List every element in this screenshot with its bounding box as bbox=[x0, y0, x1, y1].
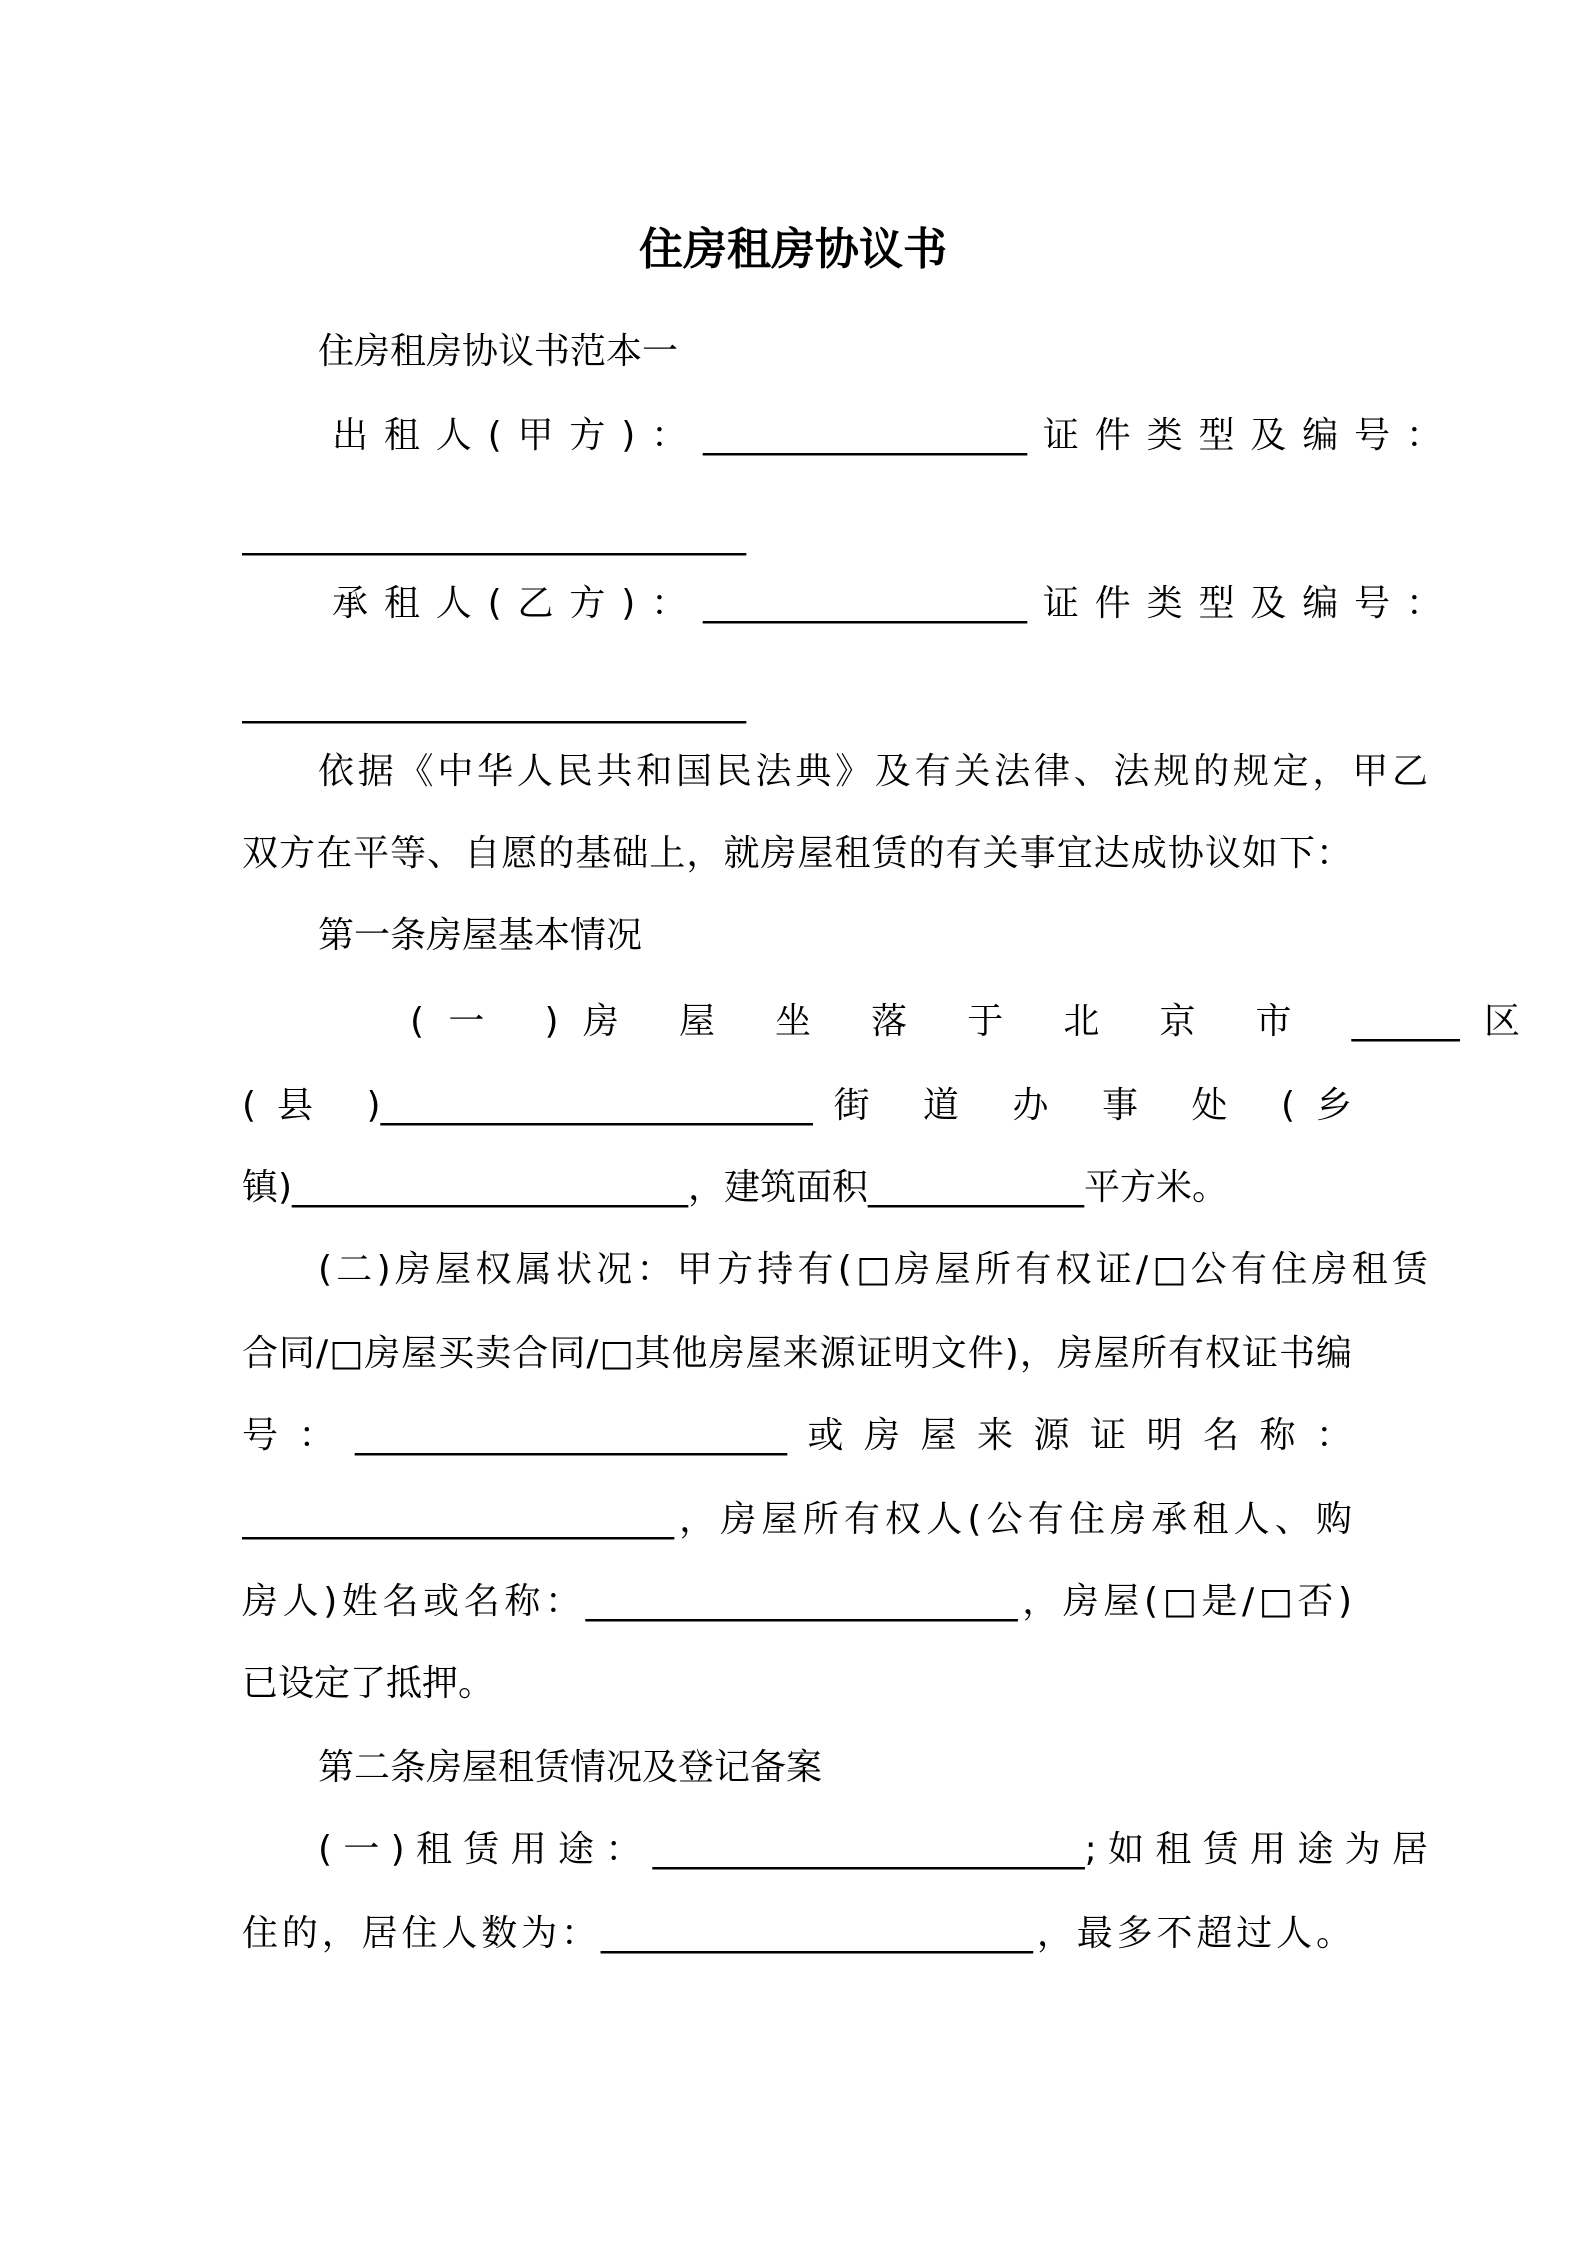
preamble-line-2: 双方在平等、自愿的基础上，就房屋租赁的有关事宜达成协议如下： bbox=[242, 833, 1352, 874]
lessor-id-blank: ____________________________ bbox=[242, 515, 746, 556]
preamble-line-1: 依据《中华人民共和国民法典》及有关法律、法规的规定，甲乙 bbox=[318, 751, 1428, 792]
location-line-1: (一 )房 屋 坐 落 于 北 京 市 ______区 bbox=[410, 1001, 1520, 1042]
document-title: 住房租房协议书 bbox=[639, 224, 947, 275]
use-line-2: 住的，居住人数为：________________________，最多不超过人。 bbox=[242, 1913, 1352, 1954]
ownership-line-3: 号：________________________或房屋来源证明名称： bbox=[242, 1415, 1352, 1456]
article-1-heading: 第一条房屋基本情况 bbox=[318, 915, 643, 956]
lessee-line: 承租人(乙方)：__________________证件类型及编号： bbox=[332, 583, 1442, 624]
lessee-id-blank: ____________________________ bbox=[242, 683, 746, 724]
ownership-line-1: (二)房屋权属状况：甲方持有(□房屋所有权证/□公有住房租赁 bbox=[318, 1249, 1428, 1290]
ownership-line-2: 合同/□房屋买卖合同/□其他房屋来源证明文件)，房屋所有权证书编 bbox=[242, 1333, 1352, 1374]
ownership-line-4: ________________________，房屋所有权人(公有住房承租人、购 bbox=[242, 1499, 1352, 1540]
use-line-1: (一)租赁用途：________________________;如租赁用途为居 bbox=[318, 1829, 1428, 1870]
location-line-3: 镇)______________________，建筑面积____________平方米。 bbox=[242, 1167, 1229, 1208]
location-line-2: (县 )________________________街 道 办 事 处 (乡 bbox=[242, 1085, 1352, 1126]
template-subtitle: 住房租房协议书范本一 bbox=[318, 331, 679, 372]
ownership-line-5: 房人)姓名或名称：________________________，房屋(□是/□否) bbox=[242, 1581, 1352, 1622]
article-2-heading: 第二条房屋租赁情况及登记备案 bbox=[318, 1747, 823, 1788]
ownership-line-6: 已设定了抵押。 bbox=[242, 1663, 495, 1704]
lessor-line: 出租人(甲方)：__________________证件类型及编号： bbox=[332, 415, 1442, 456]
